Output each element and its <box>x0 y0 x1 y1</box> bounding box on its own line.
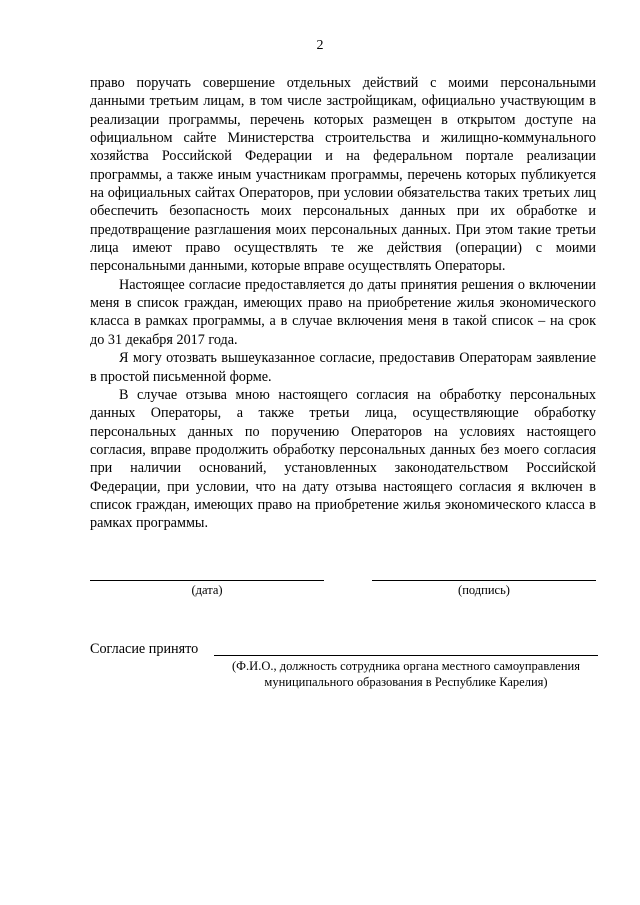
date-caption: (дата) <box>191 583 223 597</box>
date-line <box>90 580 324 581</box>
document-body <box>90 74 596 533</box>
acceptance-line <box>214 655 598 656</box>
page-number: 2 <box>316 38 324 53</box>
paragraph-revocation: Я могу отозвать вышеуказанное согласие, предоставив Операторам заявление в простой письменной форме. <box>90 350 596 385</box>
paragraph-continuation: право поручать совершение отдельных действий с моими персональными данными третьим лицам, в том числе застройщикам, официально участвующим в реализации программы, перечень которых размещен в открытом доступе на официальном сайте Министерства строительства и жилищно-коммунального хозяйства Российской Федерации и на федеральном портале реализации программы, а также иным участникам программы, перечень которых публикуется на официальных сайтах Операторов, при условии обязательства таких третьих лиц обеспечить безопасность моих персональных данных при их обработке и предотвращение разглашения моих персональных данных. При этом такие третьи лица имеют право осуществлять те же действия (операции) с моими персональными данными, которые вправе осуществлять Операторы. <box>90 75 596 275</box>
paragraph-consent-term: Настоящее согласие предоставляется до даты принятия решения о включении меня в список граждан, имеющих право на приобретение жилья экономического класса в рамках программы, а в случае включения меня в такой список – на срок до 31 декабря 2017 года. <box>90 276 596 348</box>
paragraph-revocation-consequences: В случае отзыва мною настоящего согласия на обработку персональных данных Операторы, а также третьи лица, осуществляющие обработку персональных данных по поручению Операторов на условиях настоящего согласия, вправе продолжить обработку персональных данных без моего согласия при наличии оснований, установленных законодательством Российской Федерации, при условии, что на дату отзыва настоящего согласия я включен в список граждан, имеющих право на приобретение жилья экономического класса в рамках программы. <box>90 386 596 532</box>
acceptance-caption-line-2: муниципального образования в Республике Карелия) <box>264 674 548 689</box>
acceptance-label: Согласие принято <box>90 641 199 657</box>
signature-caption: (подпись) <box>458 583 510 597</box>
acceptance-caption-line-1: (Ф.И.О., должность сотрудника органа местного самоуправления <box>232 659 580 673</box>
signature-line <box>372 580 596 581</box>
acceptance-caption <box>214 659 598 690</box>
